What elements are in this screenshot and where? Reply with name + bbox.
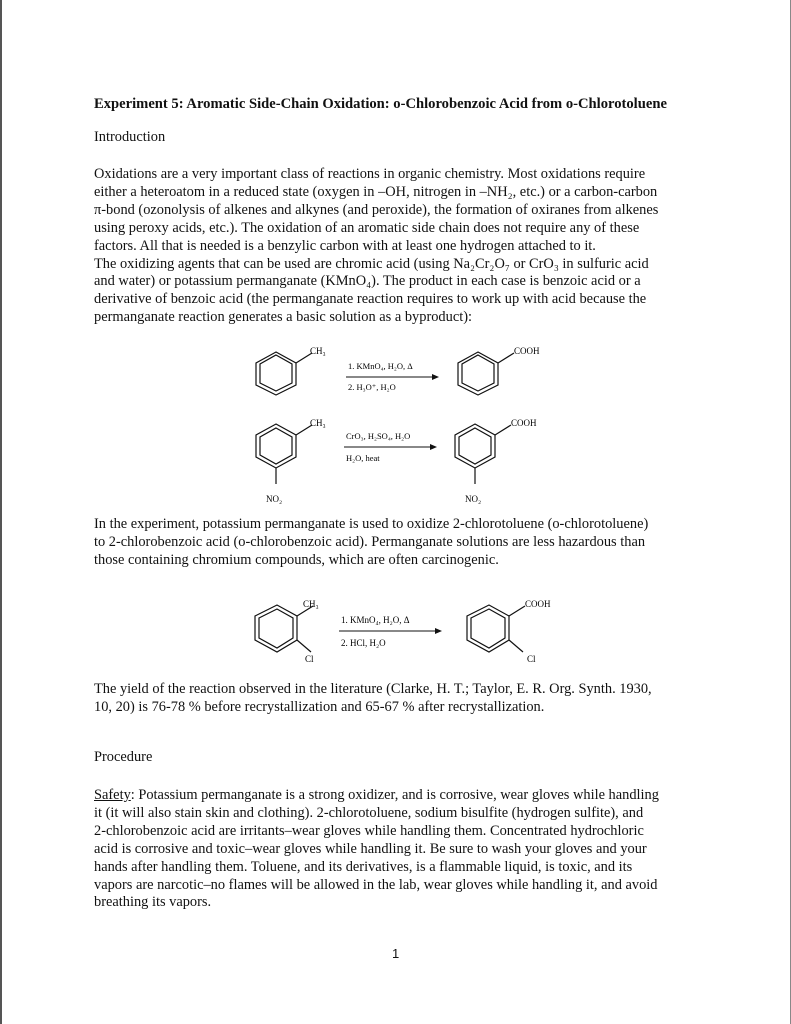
safety-line: vapors are narcotic–no flames will be allowed in the lab, wear gloves while handling it, and avoid (94, 876, 658, 893)
intro-p1-line: either a heteroatom in a reduced state (oxygen in –OH, nitrogen in –NH₂, etc.) or a carbon-carbon (94, 183, 658, 200)
scheme1-sm-label: CH₃ (310, 346, 326, 356)
safety-line: acid is corrosive and toxic–wear gloves while handling it. Be sure to wash your gloves and your (94, 840, 647, 857)
reaction-scheme-2 (240, 414, 560, 504)
intro-paragraph-3 (94, 681, 702, 717)
intro-p2-line: those containing chromium compounds, which are often carcinogenic. (94, 551, 499, 568)
reaction-scheme-3 (225, 594, 575, 670)
intro-p1-line: derivative of benzoic acid (the permanganate reaction requires to work up with acid because the (94, 291, 647, 308)
intro-p1-line: π-bond (ozonolysis of alkenes and alkynes (and peroxide), the formation of oxiranes from alkenes (94, 201, 659, 218)
scheme3-reagent-top: 1. KMnO₄, H₂O, Δ (341, 615, 410, 625)
safety-line: hands after handling them. Toluene, and its derivatives, is a flammable liquid, is toxic, and its (94, 858, 633, 875)
intro-p3-line: The yield of the reaction observed in the literature (Clarke, H. T.; Taylor, E. R. Org. Synth. 1930, (94, 681, 652, 697)
intro-p3-line: 10, 20) is 76-78 % before recrystallization and 65-67 % after recrystallization. (94, 698, 545, 715)
scheme1-product-label: COOH (514, 346, 540, 356)
benzoic-acid-structure (458, 352, 514, 395)
safety-line-text: : Potassium permanganate is a strong oxidizer, and is corrosive, wear gloves while handling (130, 787, 659, 803)
scheme3-reagent-bottom: 2. HCl, H₂O (341, 638, 386, 648)
toluene-structure (256, 352, 312, 395)
intro-heading: Introduction (94, 129, 166, 145)
intro-p1-line: factors. All that is needed is a benzylic carbon with at least one hydrogen attached to it. (94, 237, 596, 254)
nitrotoluene-structure (256, 424, 312, 484)
scheme3-product-label: COOH (525, 599, 551, 609)
scheme2-sm-sub: NO₂ (266, 494, 283, 504)
chlorotoluene-structure (255, 605, 313, 652)
intro-p1-line: and water) or potassium permanganate (KMnO₄). The product in each case is benzoic acid or a (94, 273, 641, 290)
procedure-heading: Procedure (94, 749, 153, 765)
scheme2-reagent-top: CrO₃, H₂SO₄, H₂O (346, 431, 411, 441)
scheme3-sm-label: CH₃ (303, 599, 319, 609)
scheme1-reagent-top: 1. KMnO₄, H₂O, Δ (348, 361, 413, 371)
safety-line (94, 787, 702, 805)
intro-p1-line: Oxidations are a very important class of reactions in organic chemistry. Most oxidations require (94, 166, 646, 182)
safety-line: breathing its vapors. (94, 894, 212, 911)
arrow-head (435, 628, 442, 634)
safety-line: it (it will also stain skin and clothing). 2-chlorotoluene, sodium bisulfite (hydrogen sulfite), and (94, 804, 644, 821)
safety-label: Safety (94, 787, 131, 803)
scheme1-reagent-bottom: 2. H₃O⁺, H₂O (348, 382, 396, 392)
scheme3-product-sub: Cl (527, 654, 536, 664)
safety-line: 2-chlorobenzoic acid are irritants–wear gloves while handling them. Concentrated hydrochloric (94, 822, 644, 839)
arrow-head (430, 444, 437, 450)
safety-paragraph (94, 787, 702, 912)
intro-p1-line: permanganate reaction generates a basic solution as a byproduct): (94, 309, 473, 326)
page-number: 1 (392, 946, 400, 961)
intro-paragraph-2 (94, 516, 702, 570)
page-border-left (0, 0, 2, 1024)
intro-paragraph-1 (94, 166, 702, 327)
scheme3-sm-sub: Cl (305, 654, 314, 664)
scheme2-reagent-bottom: H₂O, heat (346, 453, 380, 463)
scheme2-product-sub: NO₂ (465, 494, 482, 504)
intro-p1-line: using peroxy acids, etc.). The oxidation of an aromatic side chain does not require any of these (94, 219, 640, 236)
scheme2-product-label: COOH (511, 418, 537, 428)
reaction-scheme-1 (240, 340, 560, 400)
arrow-head (432, 374, 439, 380)
intro-p2-line: In the experiment, potassium permanganate is used to oxidize 2-chlorotoluene (o-chlorotoluene) (94, 516, 649, 532)
scheme2-sm-label: CH₃ (310, 418, 326, 428)
nitrobenzoic-acid-structure (455, 424, 511, 484)
intro-p1-line: The oxidizing agents that can be used are chromic acid (using Na₂Cr₂O₇ or CrO₃ in sulfuric acid (94, 255, 649, 272)
page-title: Experiment 5: Aromatic Side-Chain Oxidation: o-Chlorobenzoic Acid from o-Chlorotoluene (94, 96, 667, 112)
chlorobenzoic-acid-structure (467, 605, 525, 652)
intro-p2-line: to 2-chlorobenzoic acid (o-chlorobenzoic acid). Permanganate solutions are less hazardous than (94, 533, 646, 550)
